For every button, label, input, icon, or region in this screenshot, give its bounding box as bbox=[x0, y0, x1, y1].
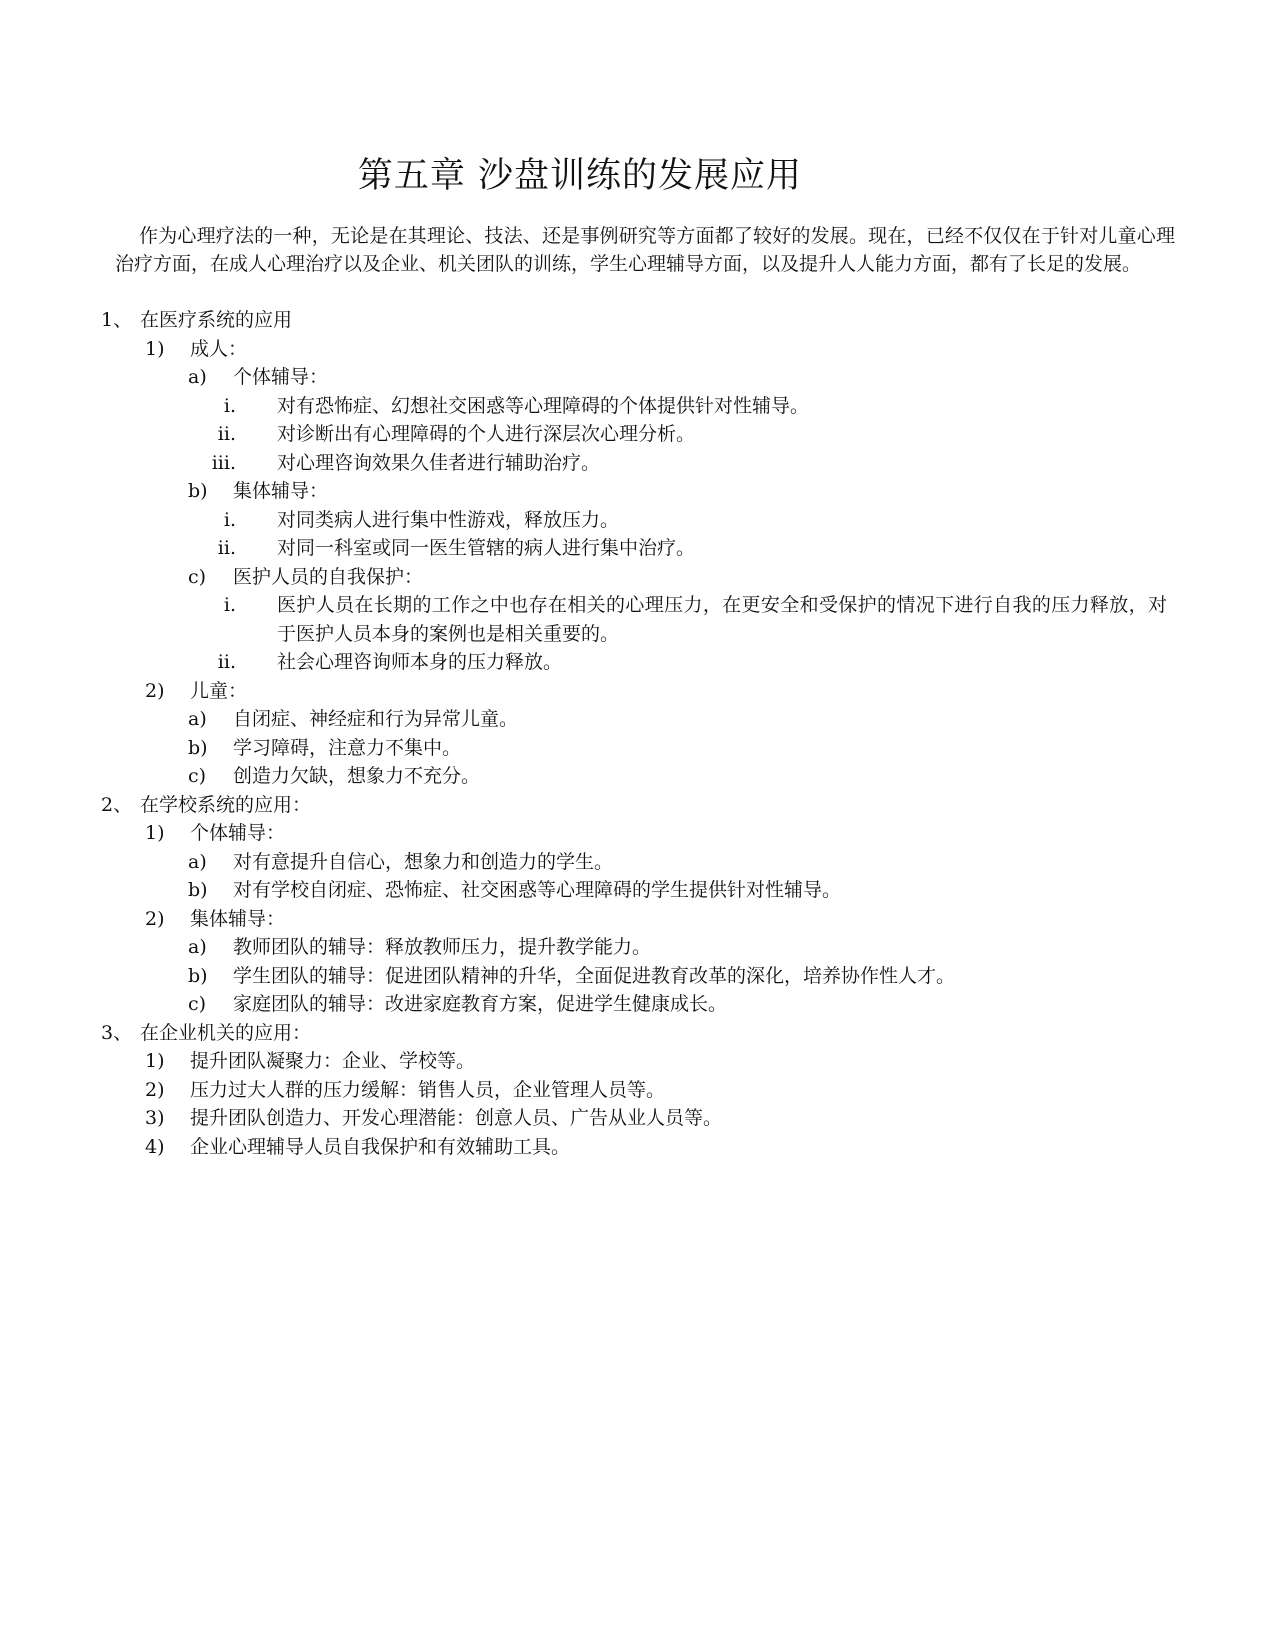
outline-list bbox=[0, 306, 1275, 1161]
list-marker: 1) bbox=[145, 1050, 165, 1072]
list-marker: b) bbox=[188, 736, 208, 759]
outline-item-level-4 bbox=[0, 591, 1275, 648]
outline-item-level-3 bbox=[0, 363, 1275, 392]
list-marker: 3、 bbox=[101, 1021, 133, 1044]
list-item-text: 学生团队的辅导：促进团队精神的升华，全面促进教育改革的深化，培养协作性人才。 bbox=[233, 964, 956, 987]
outline-item-level-4 bbox=[0, 449, 1275, 478]
list-marker: 2) bbox=[145, 907, 165, 930]
outline-item-level-2 bbox=[0, 819, 1275, 848]
list-marker: b) bbox=[188, 879, 208, 901]
list-marker: 3) bbox=[145, 1107, 165, 1129]
list-marker: ii. bbox=[217, 651, 236, 673]
list-item-text: 对诊断出有心理障碍的个人进行深层次心理分析。 bbox=[277, 423, 696, 445]
outline-item-level-3 bbox=[0, 734, 1275, 763]
list-item-text: 医护人员的自我保护： bbox=[233, 565, 424, 588]
list-marker: i. bbox=[223, 594, 236, 616]
outline-item-level-2 bbox=[0, 905, 1275, 934]
list-item-text: 学习障碍，注意力不集中。 bbox=[233, 736, 462, 759]
outline-item-level-3 bbox=[0, 962, 1275, 991]
list-item-text: 在学校系统的应用： bbox=[140, 793, 312, 816]
outline-item-level-3 bbox=[0, 990, 1275, 1019]
list-marker: 2、 bbox=[101, 793, 133, 816]
list-item-text: 社会心理咨询师本身的压力释放。 bbox=[277, 651, 563, 673]
list-marker: ii. bbox=[217, 423, 236, 445]
outline-item-level-4 bbox=[0, 648, 1275, 677]
list-marker: c) bbox=[188, 565, 207, 588]
list-marker: b) bbox=[188, 964, 208, 987]
list-marker: a) bbox=[188, 708, 207, 730]
outline-item-level-3 bbox=[0, 848, 1275, 877]
list-item-text: 对有恐怖症、幻想社交困惑等心理障碍的个体提供针对性辅导。 bbox=[277, 394, 810, 417]
outline-item-level-1 bbox=[0, 306, 1275, 335]
list-item-text: 创造力欠缺，想象力不充分。 bbox=[233, 765, 481, 787]
list-marker: a) bbox=[188, 366, 207, 388]
list-item-text: 对有意提升自信心，想象力和创造力的学生。 bbox=[233, 850, 614, 873]
list-marker: 1、 bbox=[101, 309, 133, 331]
outline-item-level-3 bbox=[0, 876, 1275, 905]
outline-item-level-2 bbox=[0, 335, 1275, 364]
list-item-text: 家庭团队的辅导：改进家庭教育方案，促进学生健康成长。 bbox=[233, 993, 728, 1015]
list-marker: 1) bbox=[145, 822, 165, 844]
list-item-text: 集体辅导： bbox=[233, 480, 329, 502]
list-marker: ii. bbox=[217, 537, 236, 559]
list-item-text: 压力过大人群的压力缓解：销售人员，企业管理人员等。 bbox=[190, 1078, 666, 1101]
list-item-text: 企业心理辅导人员自我保护和有效辅助工具。 bbox=[190, 1135, 571, 1158]
list-item-text: 对同类病人进行集中性游戏，释放压力。 bbox=[277, 508, 620, 531]
list-item-text: 教师团队的辅导：释放教师压力，提升教学能力。 bbox=[233, 936, 652, 958]
list-item-text: 对心理咨询效果久佳者进行辅助治疗。 bbox=[277, 451, 601, 474]
list-item-text: 个体辅导： bbox=[190, 822, 286, 844]
list-marker: 2) bbox=[145, 1078, 165, 1101]
outline-item-level-4 bbox=[0, 420, 1275, 449]
outline-item-level-3 bbox=[0, 477, 1275, 506]
outline-item-level-3 bbox=[0, 705, 1275, 734]
list-marker: iii. bbox=[211, 451, 236, 474]
list-item-text: 提升团队凝聚力：企业、学校等。 bbox=[190, 1050, 476, 1072]
outline-item-level-1 bbox=[0, 1019, 1275, 1048]
outline-item-level-2 bbox=[0, 1047, 1275, 1076]
chapter-title: 第五章 沙盘训练的发展应用 bbox=[357, 156, 803, 196]
list-item-text: 个体辅导： bbox=[233, 366, 329, 388]
list-marker: a) bbox=[188, 850, 207, 873]
list-item-text: 成人： bbox=[190, 337, 248, 360]
outline-item-level-1 bbox=[0, 791, 1275, 820]
outline-item-level-2 bbox=[0, 1133, 1275, 1162]
outline-item-level-3 bbox=[0, 762, 1275, 791]
list-marker: i. bbox=[223, 394, 236, 417]
list-item-text: 自闭症、神经症和行为异常儿童。 bbox=[233, 708, 519, 730]
list-item-text: 在医疗系统的应用 bbox=[140, 309, 293, 331]
intro-paragraph: 作为心理疗法的一种，无论是在其理论、技法、还是事例研究等方面都了较好的发展。现在，已经不仅仅在于针对儿童心理治疗方面，在成人心理治疗以及企业、机关团队的训练，学生心理辅导方面，以及提升人人能力方面，都有了长足的发展。 bbox=[115, 225, 1175, 275]
outline-item-level-2 bbox=[0, 1104, 1275, 1133]
list-item-text: 集体辅导： bbox=[190, 907, 286, 930]
outline-item-level-4 bbox=[0, 534, 1275, 563]
list-item-text: 对同一科室或同一医生管辖的病人进行集中治疗。 bbox=[277, 537, 696, 559]
outline-item-level-3 bbox=[0, 933, 1275, 962]
list-marker: i. bbox=[223, 508, 236, 531]
list-marker: 1) bbox=[145, 337, 165, 360]
outline-item-level-4 bbox=[0, 392, 1275, 421]
list-marker: 4) bbox=[145, 1135, 165, 1158]
list-marker: c) bbox=[188, 765, 207, 787]
list-item-text: 在企业机关的应用： bbox=[140, 1021, 312, 1044]
outline-item-level-2 bbox=[0, 677, 1275, 706]
list-item-text: 儿童： bbox=[190, 679, 248, 702]
list-item-text: 对有学校自闭症、恐怖症、社交困惑等心理障碍的学生提供针对性辅导。 bbox=[233, 879, 842, 901]
list-marker: c) bbox=[188, 993, 207, 1015]
list-marker: a) bbox=[188, 936, 207, 958]
list-item-text: 提升团队创造力、开发心理潜能：创意人员、广告从业人员等。 bbox=[190, 1107, 723, 1129]
outline-item-level-3 bbox=[0, 563, 1275, 592]
list-marker: 2) bbox=[145, 679, 165, 702]
list-marker: b) bbox=[188, 480, 208, 502]
outline-item-level-2 bbox=[0, 1076, 1275, 1105]
list-item-text: 医护人员在长期的工作之中也存在相关的心理压力，在更安全和受保护的情况下进行自我的压力释放，对于医护人员本身的案例也是相关重要的。 bbox=[277, 594, 1167, 645]
outline-item-level-4 bbox=[0, 506, 1275, 535]
